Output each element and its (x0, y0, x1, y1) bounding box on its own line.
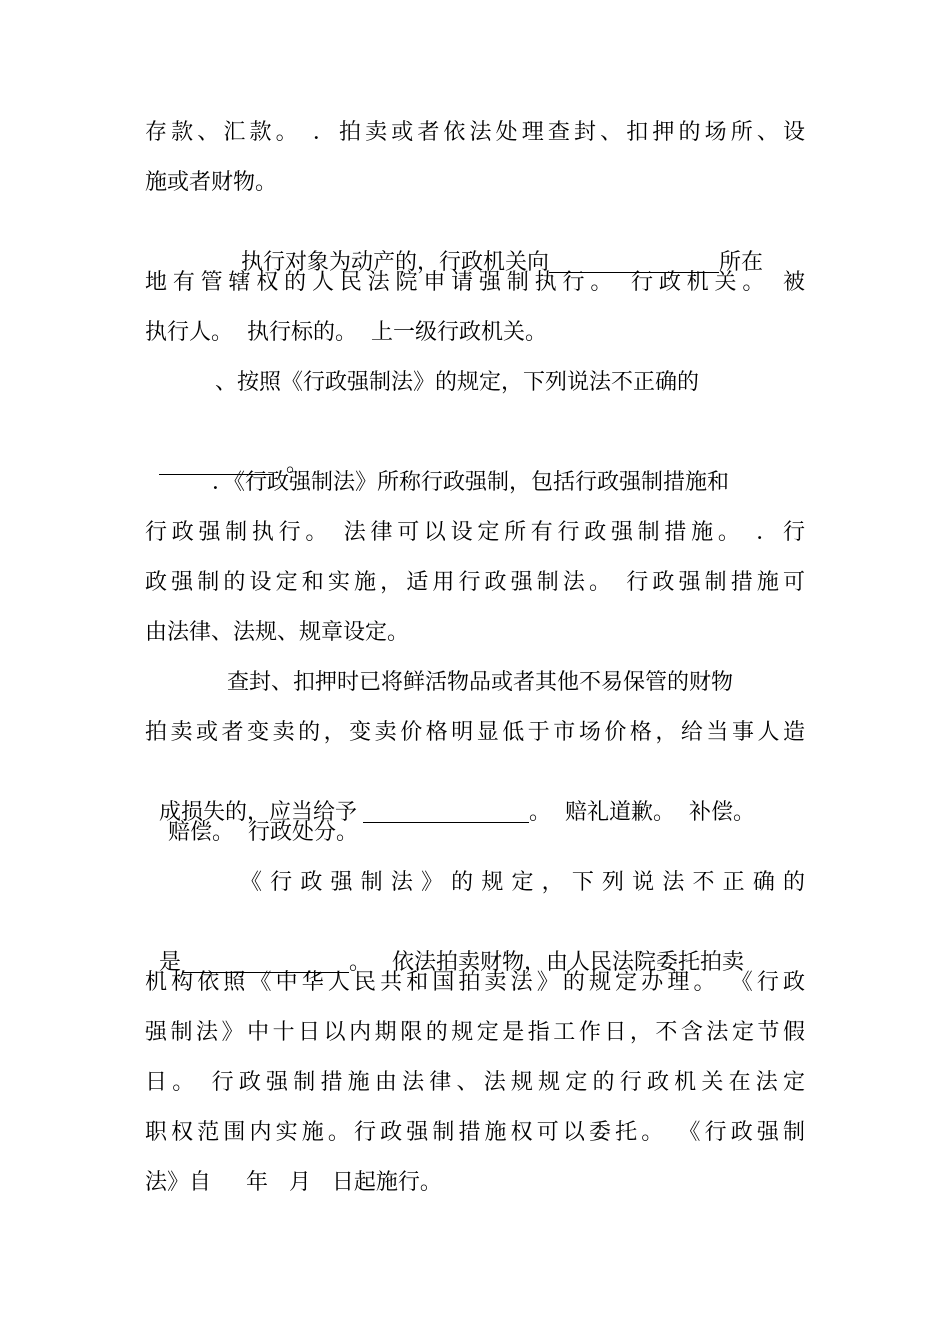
text-line-1: 存款、汇款。 ．拍卖或者依法处理查封、扣押的场所、设 (145, 120, 805, 145)
text-line-15: 赔偿。 行政处分。 (168, 820, 358, 845)
text-segment: 成损失的，应当给予 (159, 800, 358, 825)
text-line-2: 施或者财物。 (145, 170, 278, 195)
text-segment: 所在 (719, 250, 764, 275)
text-line-13: 拍卖或者变卖的，变卖价格明显低于市场价格，给当事人造 (145, 720, 805, 745)
text-line-11: 由法律、法规、规章设定。 (145, 620, 410, 645)
text-segment: 执行对象为动产的，行政机关向 (241, 250, 550, 275)
text-line-21: 职权范围内实施。行政强制措施权可以委托。 《行政强制 (145, 1120, 805, 1145)
text-line-9: 行政强制执行。 法律可以设定所有行政强制措施。 ．行 (145, 520, 805, 545)
text-line-20: 日。 行政强制措施由法律、法规规定的行政机关在法定 (145, 1070, 805, 1095)
text-line-18: 机构依照《中华人民共和国拍卖法》的规定办理。 《行政 (145, 970, 805, 995)
text-segment: 。 依法拍卖财物，由人民法院委托拍卖 (349, 950, 744, 975)
text-line-12: 查封、扣押时已将鲜活物品或者其他不易保管的财物 (227, 670, 734, 695)
text-line-8: ．《行政强制法》所称行政强制，包括行政强制措施和 (212, 470, 730, 495)
text-line-16: 《行政强制法》的规定，下列说法不正确的 (240, 870, 805, 895)
text-line-5: 执行人。 执行标的。 上一级行政机关。 (145, 320, 547, 345)
text-segment: 。 赔礼道歉。 补偿。 (529, 800, 755, 825)
text-segment: 。 (286, 452, 309, 477)
text-line-19: 强制法》中十日以内期限的规定是指工作日，不含法定节假 (145, 1020, 805, 1045)
text-segment: 是 (159, 950, 182, 975)
text-line-4: 地有管辖权的人民法院申请强制执行。 行政机关。 被 (145, 270, 805, 295)
text-line-10: 政强制的设定和实施，适用行政强制法。 行政强制措施可 (145, 570, 805, 595)
text-line-22: 法》自 年 月 日起施行。 (145, 1170, 442, 1195)
text-line-6: 、按照《行政强制法》的规定，下列说法不正确的 (215, 370, 700, 395)
